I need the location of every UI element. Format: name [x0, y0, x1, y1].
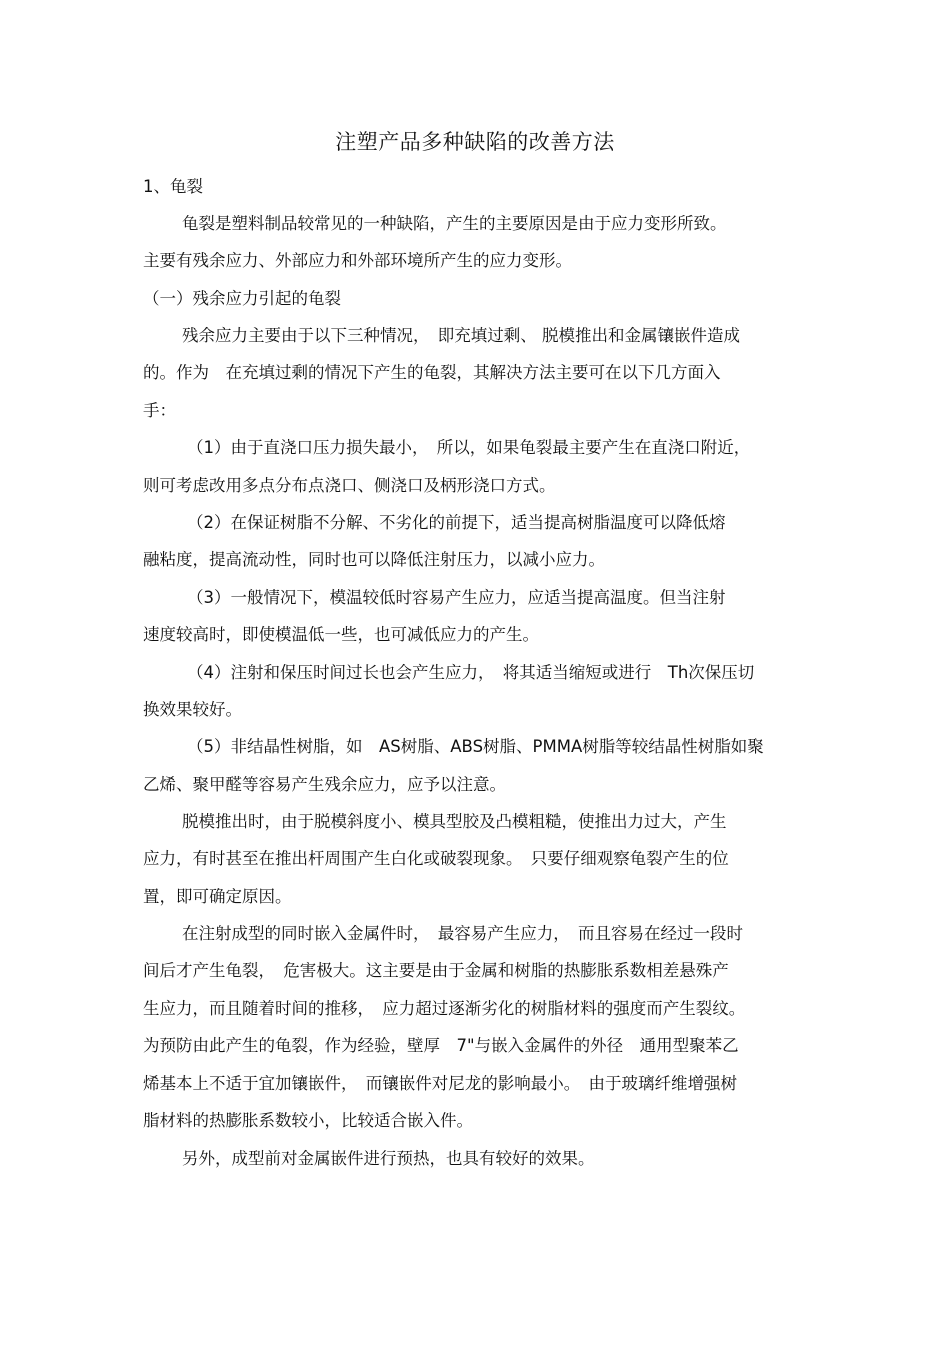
paragraph-line: 应力，有时甚至在推出杆周围产生白化或破裂现象。 只要仔细观察龟裂产生的位 — [143, 849, 729, 868]
subsection-heading: （一）残余应力引起的龟裂 — [143, 289, 341, 308]
list-item: （3）一般情况下，模温较低时容易产生应力，应适当提高温度。但当注射 — [187, 588, 726, 607]
list-item: （1）由于直浇口压力损失最小， 所以，如果龟裂最主要产生在直浇口附近， — [187, 438, 751, 457]
paragraph-line: 另外，成型前对金属嵌件进行预热，也具有较好的效果。 — [182, 1149, 595, 1168]
paragraph-line: 脂材料的热膨胀系数较小，比较适合嵌入件。 — [143, 1111, 473, 1130]
paragraph-line: 主要有残余应力、外部应力和外部环境所产生的应力变形。 — [143, 251, 572, 270]
paragraph-line: 烯基本上不适于宜加镶嵌件， 而镶嵌件对尼龙的影响最小。 由于玻璃纤维增强树 — [143, 1074, 737, 1093]
paragraph-line: 乙烯、聚甲醛等容易产生残余应力，应予以注意。 — [143, 775, 506, 794]
paragraph-line: 的。作为 在充填过剩的情况下产生的龟裂，其解决方法主要可在以下几方面入 — [143, 363, 721, 382]
paragraph-line: 残余应力主要由于以下三种情况， 即充填过剩、 脱模推出和金属镶嵌件造成 — [182, 326, 740, 345]
document-title: 注塑产品多种缺陷的改善方法 — [335, 130, 615, 154]
paragraph-line: 生应力，而且随着时间的推移， 应力超过逐渐劣化的树脂材料的强度而产生裂纹。 — [143, 999, 746, 1018]
paragraph-line: 融粘度，提高流动性，同时也可以降低注射压力，以减小应力。 — [143, 550, 605, 569]
paragraph-line: 间后才产生龟裂， 危害极大。这主要是由于金属和树脂的热膨胀系数相差悬殊产 — [143, 961, 729, 980]
list-item: （4）注射和保压时间过长也会产生应力， 将其适当缩短或进行 Th次保压切 — [187, 663, 755, 682]
paragraph-line: 脱模推出时，由于脱模斜度小、模具型胶及凸模粗糙，使推出力过大，产生 — [182, 812, 727, 831]
paragraph-line: 龟裂是塑料制品较常见的一种缺陷，产生的主要原因是由于应力变形所致。 — [182, 214, 727, 233]
paragraph-line: 在注射成型的同时嵌入金属件时， 最容易产生应力， 而且容易在经过一段时 — [182, 924, 743, 943]
paragraph-line: 置，即可确定原因。 — [143, 887, 292, 906]
paragraph-line: 换效果较好。 — [143, 700, 242, 719]
list-item: （5）非结晶性树脂，如 AS树脂、ABS树脂、PMMA树脂等较结晶性树脂如聚 — [187, 737, 764, 756]
paragraph-line: 速度较高时，即使模温低一些，也可减低应力的产生。 — [143, 625, 539, 644]
section-heading: 1、龟裂 — [143, 177, 203, 196]
paragraph-line: 则可考虑改用多点分布点浇口、侧浇口及柄形浇口方式。 — [143, 476, 556, 495]
paragraph-line: 手： — [143, 401, 176, 420]
paragraph-line: 为预防由此产生的龟裂，作为经验，壁厚 7"与嵌入金属件的外径 通用型聚苯乙 — [143, 1036, 739, 1055]
list-item: （2）在保证树脂不分解、不劣化的前提下，适当提高树脂温度可以降低熔 — [187, 513, 726, 532]
